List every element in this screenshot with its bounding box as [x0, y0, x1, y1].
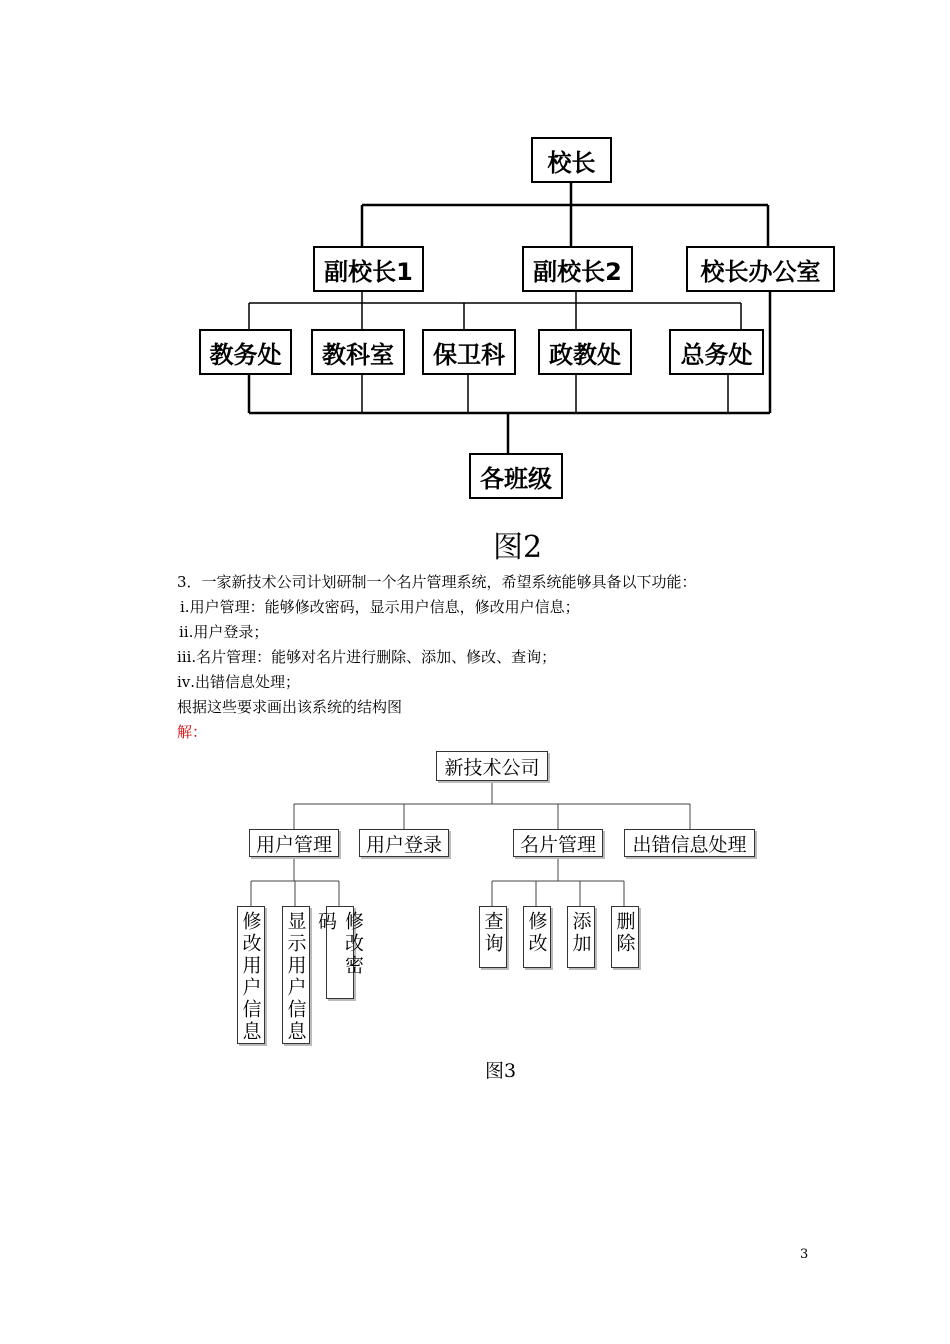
org-box-dept-research: 教科室 — [311, 329, 405, 375]
org-box-dept-general-affairs: 总务处 — [669, 329, 764, 375]
structure-box-delete: 删除 — [611, 906, 639, 968]
structure-box-show-user-info: 显示用户信息 — [282, 906, 310, 1044]
question-intro: 3．一家新技术公司计划研制一个名片管理系统，希望系统能够具备以下功能： — [177, 573, 697, 591]
structure-box-query: 查询 — [479, 906, 507, 968]
structure-box-modify: 修改 — [523, 906, 551, 968]
figure3-caption: 图3 — [485, 1060, 517, 1082]
structure-box-user-login: 用户登录 — [359, 829, 449, 857]
structure-box-root: 新技术公司 — [436, 751, 548, 781]
org-box-dept-political: 政教处 — [538, 329, 632, 375]
question-item-1: ⅰ.用户管理：能够修改密码，显示用户信息，修改用户信息； — [180, 598, 580, 616]
answer-label: 解： — [177, 723, 208, 741]
structure-box-modify-password: 修改密码 — [326, 906, 354, 999]
org-box-dept-academic-affairs: 教务处 — [199, 329, 292, 375]
question-item-2: ⅱ.用户登录； — [179, 623, 269, 641]
org-box-principal-office: 校长办公室 — [686, 246, 835, 292]
structure-box-error-handling: 出错信息处理 — [624, 829, 755, 857]
question-item-4: ⅳ.出错信息处理； — [177, 673, 301, 691]
structure-box-add: 添加 — [567, 906, 595, 968]
question-prompt: 根据这些要求画出该系统的结构图 — [177, 698, 403, 716]
org-box-vice-principal-1: 副校长1 — [313, 246, 424, 292]
org-box-classes: 各班级 — [469, 453, 563, 499]
figure2-caption: 图2 — [493, 530, 543, 565]
structure-box-modify-user-info: 修改用户信息 — [237, 906, 265, 1044]
org-box-vice-principal-2: 副校长2 — [522, 246, 633, 292]
org-box-principal: 校长 — [531, 137, 612, 183]
page-number: 3 — [800, 1247, 809, 1262]
structure-box-card-management: 名片管理 — [513, 829, 603, 857]
question-item-3: ⅲ.名片管理：能够对名片进行删除、添加、修改、查询； — [177, 648, 557, 666]
structure-box-user-management: 用户管理 — [249, 829, 339, 857]
org-box-dept-security: 保卫科 — [422, 329, 516, 375]
